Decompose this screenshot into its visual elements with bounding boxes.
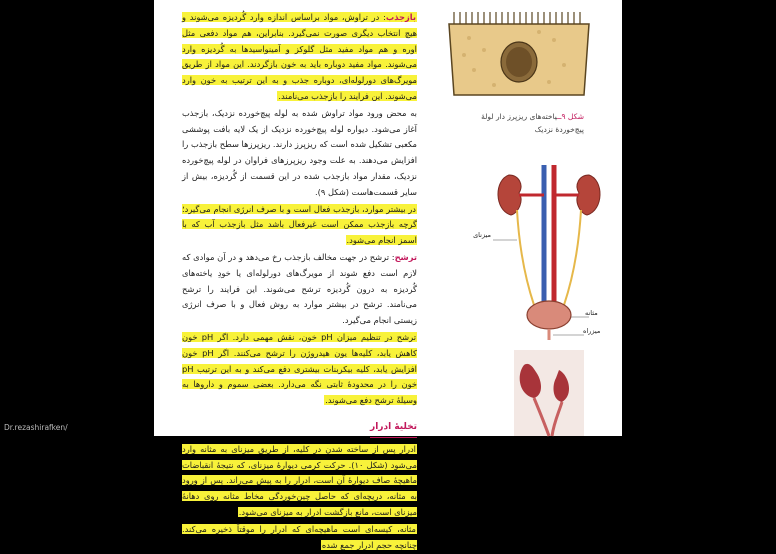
watermark: Dr.rezashirafken/: [4, 423, 68, 432]
urine-transport-text: ادرار پس از ساخته شدن در کلیه، از طریق میزنای به مثانه وارد می‌شود (شکل ۱۰). حرکت کرمی دیوارۀ میزنای، که نتیجۀ انقباضات ماهیچۀ صاف دیوارۀ آن است، ادرار را به پیش می‌راند. پس از ورود به مثانه، دریچه‌ای که حاصل چین‌خوردگی مخاط مثانه روی دهانۀ میزنای است، مانع بازگشت ادرار به میزنای می‌شود.: [182, 443, 417, 517]
bladder-text: مثانه، کیسه‌ای است ماهیچه‌ای که ادرار را موقتاً ذخیره می‌کند. چنانچه حجم ادرار جمع شده: [182, 523, 417, 550]
figure9-number: شکل ۹ــ: [557, 112, 584, 121]
text-column: [182, 10, 417, 554]
paragraph-bladder: [182, 522, 417, 554]
paragraph-urine-transport: [182, 442, 417, 521]
reabsorption-text: : در تراوش، مواد براساس اندازه وارد گُردیزه می‌شوند و هیچ انتخاب دیگری صورت نمی‌گیرد. بنابراین، هم مواد دفعی مثل اوره و هم مواد مفید مثل گلوکز و آمینواسیدها به گُردیزه وارد می‌شوند. مواد مفید دوباره باید به خون بازگردند. این مواد از طریق مویرگ‌های دورلوله‌ای، دوباره جذب و به این ترتیب به خون وارد می‌شوند. این فرایند را بازجذب می‌نامند.: [182, 12, 417, 101]
document-page: [154, 0, 622, 550]
ph-text: ترشح در تنظیم میزان pH خون، نقش مهمی دارد. اگر pH خون کاهش یابد، کلیه‌ها یون هیدروژن را ترشح می‌کنند. اگر pH خون افزایش یابد، کلیه بیکربنات بیشتری دفع می‌کند و به این ترتیب pH خون را در محدودۀ ثابتی نگه می‌دارد. بعضی سموم و داروها به وسیلۀ ترشح دفع می‌شوند.: [182, 331, 417, 406]
active-reabsorption-text: در بیشتر موارد، بازجذب فعال است و با صرف انرژی انجام می‌گیرد؛ گرچه بازجذب ممکن است غیرفعال باشد مثل بازجذب آب که با اسمز انجام می‌شود.: [182, 203, 417, 246]
label-urethra: میزراه: [583, 327, 601, 335]
urinary-system-figure: [473, 165, 609, 340]
paragraph-reabsorption: [182, 10, 417, 105]
microvilli-text: به محض ورود مواد تراوش شده به لوله پیچ‌خورده نزدیک، بازجذب آغاز می‌شود. دیواره لوله پیچ‌خورده نزدیک از یک لایه بافت پوششی مکعبی تشکیل شده است که ریزپرز دارند. ریزپرزها سطح بازجذب را افزایش می‌دهند. به علت وجود ریزپرزهای فراوان در لوله پیچ‌خورده نزدیک، مقدار مواد بازجذب شده در این قسمت از گُردیزه، بیش از سایر قسمت‌هاست (شکل ۹).: [182, 107, 417, 197]
paragraph-ph: [182, 330, 417, 409]
label-ureter: میزنای: [473, 231, 491, 239]
figure9-caption-text: یاخته‌های ریزپرز دار لولۀ پیچ‌خوردۀ نزدیک: [481, 112, 584, 134]
secretion-text: : ترشح در جهت مخالف بازجذب رخ می‌دهد و در آن موادی که لازم است دفع شوند از مویرگ‌های دورلوله‌ای یا خودِ یاخته‌های گُردیزه به درون گُردیزه ترشح می‌شوند. این فرایند را ترشح می‌نامند. ترشح در بیشتر موارد به روش فعال و با صرف انرژی زیستی انجام می‌گیرد.: [182, 251, 417, 326]
figure9-caption: [474, 110, 584, 136]
label-bladder: مثانه: [585, 309, 598, 317]
term-reabsorption: بازجذب: [385, 12, 416, 22]
kidney-photo-figure: [514, 350, 584, 436]
paragraph-microvilli: [182, 106, 417, 201]
section-title-urine-emptying: تخلیۀ ادرار: [370, 420, 417, 438]
microvilli-cell-figure: [444, 10, 594, 100]
term-secretion: ترشح: [394, 251, 417, 262]
paragraph-active-reabsorption: [182, 202, 417, 249]
paragraph-secretion: [182, 250, 417, 329]
